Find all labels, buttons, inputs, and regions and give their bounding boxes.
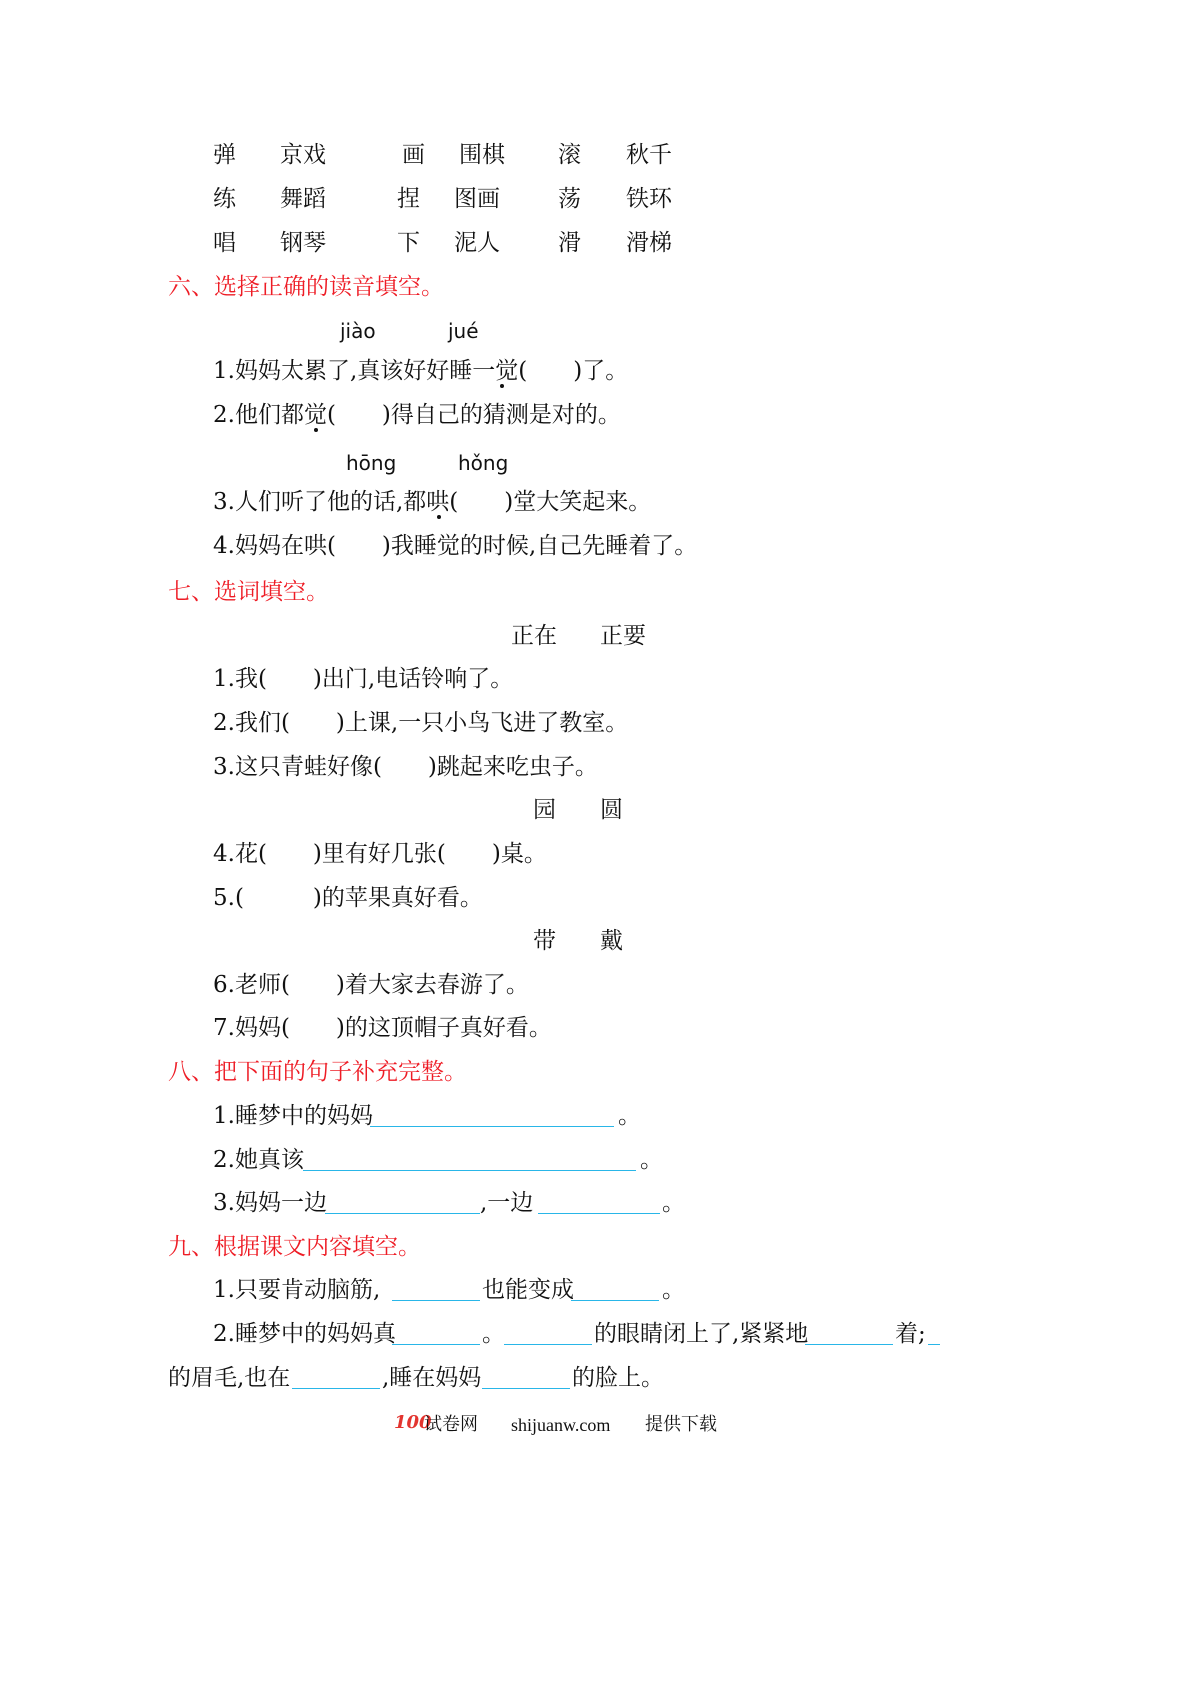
question-9-1-mid: 也能变成 <box>482 1277 574 1303</box>
question-6-2: 2.他们都觉( )得自己的猜测是对的。 <box>213 402 621 428</box>
question-6-3: 3.人们听了他的话,都哄( )堂大笑起来。 <box>213 489 652 515</box>
noun: 京戏 <box>280 142 326 168</box>
answer-blank[interactable] <box>392 1300 480 1301</box>
word-option: 正在 <box>511 623 557 649</box>
answer-blank[interactable] <box>538 1213 660 1214</box>
section-7-heading: 七、选词填空。 <box>168 579 329 605</box>
answer-blank[interactable] <box>303 1170 636 1171</box>
punctuation: 。 <box>662 1277 685 1303</box>
question-8-1: 1.睡梦中的妈妈 <box>213 1103 373 1129</box>
answer-blank[interactable] <box>504 1344 592 1345</box>
pinyin-option: hǒng <box>458 451 509 475</box>
answer-blank[interactable] <box>292 1388 380 1389</box>
question-6-1: 1.妈妈太累了,真该好好睡一觉( )了。 <box>213 358 629 384</box>
question-9-2-tail: 着; <box>895 1321 926 1347</box>
verb: 弹 <box>213 142 236 168</box>
verb: 捏 <box>397 186 420 212</box>
emphasis-dot <box>500 384 504 388</box>
punctuation: 。 <box>640 1147 663 1173</box>
question-8-3: 3.妈妈一边 <box>213 1190 327 1216</box>
question-9-2-mid: 的眼睛闭上了,紧紧地 <box>594 1321 809 1347</box>
verb: 滚 <box>558 142 581 168</box>
word-option: 园 <box>533 797 556 823</box>
section-8-heading: 八、把下面的句子补充完整。 <box>168 1059 467 1085</box>
question-7-7: 7.妈妈( )的这顶帽子真好看。 <box>213 1015 552 1041</box>
answer-blank[interactable] <box>370 1126 614 1127</box>
answer-blank[interactable] <box>325 1213 480 1214</box>
section-6-heading: 六、选择正确的读音填空。 <box>168 274 444 300</box>
verb: 唱 <box>213 230 236 256</box>
word-option: 圆 <box>600 797 623 823</box>
emphasis-dot <box>437 515 441 519</box>
answer-blank[interactable] <box>805 1344 893 1345</box>
pinyin-option: jiào <box>340 319 376 343</box>
question-9-1: 1.只要肯动脑筋, <box>213 1277 381 1303</box>
question-9-2-end: 的脸上。 <box>572 1365 664 1391</box>
site-logo: 100 <box>394 1412 432 1433</box>
noun: 秋千 <box>626 142 672 168</box>
question-7-6: 6.老师( )着大家去春游了。 <box>213 972 529 998</box>
word-option: 带 <box>533 928 556 954</box>
question-7-5: 5.( )的苹果真好看。 <box>213 885 483 911</box>
noun: 泥人 <box>454 230 500 256</box>
answer-blank[interactable] <box>482 1388 570 1389</box>
answer-blank[interactable] <box>928 1344 940 1345</box>
question-7-3: 3.这只青蛙好像( )跳起来吃虫子。 <box>213 754 598 780</box>
answer-blank[interactable] <box>392 1344 480 1345</box>
noun: 钢琴 <box>280 230 326 256</box>
question-7-2: 2.我们( )上课,一只小鸟飞进了教室。 <box>213 710 629 736</box>
question-9-2-cont2: ,睡在妈妈 <box>382 1365 482 1391</box>
question-8-3-mid: ,一边 <box>480 1190 534 1216</box>
question-6-4: 4.妈妈在哄( )我睡觉的时候,自己先睡着了。 <box>213 533 698 559</box>
pinyin-option: jué <box>448 319 479 343</box>
verb: 荡 <box>558 186 581 212</box>
question-9-2: 2.睡梦中的妈妈真 <box>213 1321 396 1347</box>
punctuation: 。 <box>482 1321 505 1347</box>
verb: 练 <box>213 186 236 212</box>
noun: 图画 <box>454 186 500 212</box>
verb: 下 <box>397 230 420 256</box>
site-name: 试卷网 <box>424 1414 478 1435</box>
noun: 围棋 <box>459 142 505 168</box>
noun: 铁环 <box>626 186 672 212</box>
question-9-2-cont: 的眉毛,也在 <box>168 1365 291 1391</box>
verb: 滑 <box>558 230 581 256</box>
emphasis-dot <box>314 428 318 432</box>
noun: 滑梯 <box>626 230 672 256</box>
punctuation: 。 <box>618 1103 641 1129</box>
word-option: 正要 <box>600 623 646 649</box>
word-option: 戴 <box>600 928 623 954</box>
verb: 画 <box>402 142 425 168</box>
noun: 舞蹈 <box>280 186 326 212</box>
section-9-heading: 九、根据课文内容填空。 <box>168 1234 421 1260</box>
question-8-2: 2.她真该 <box>213 1147 304 1173</box>
footer-note: 提供下载 <box>645 1414 717 1435</box>
pinyin-option: hōng <box>346 451 397 475</box>
question-7-4: 4.花( )里有好几张( )桌。 <box>213 841 547 867</box>
site-url[interactable]: shijuanw.com <box>511 1415 611 1435</box>
answer-blank[interactable] <box>571 1300 659 1301</box>
punctuation: 。 <box>662 1190 685 1216</box>
question-7-1: 1.我( )出门,电话铃响了。 <box>213 666 514 692</box>
